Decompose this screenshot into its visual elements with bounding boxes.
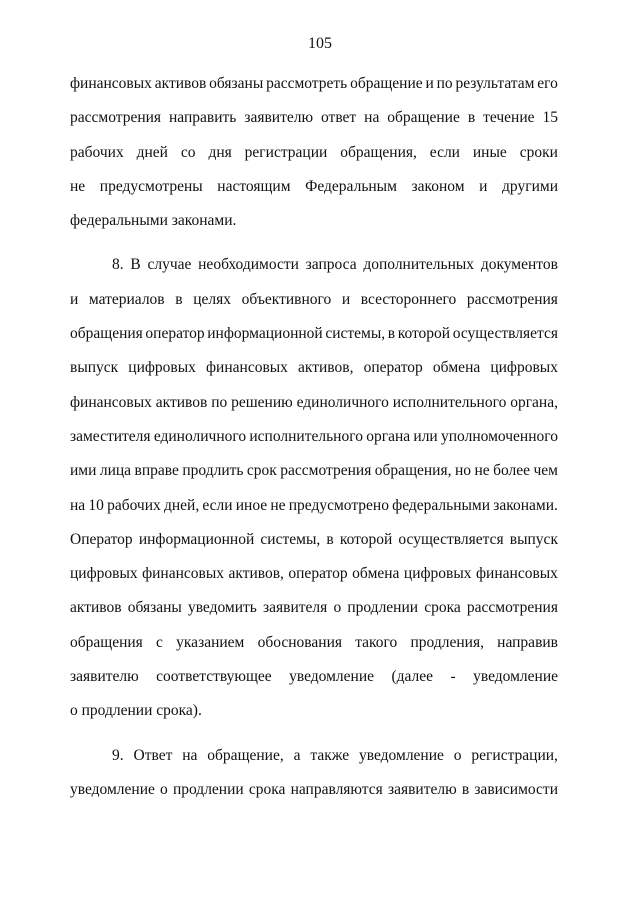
- word: иное: [235, 496, 268, 514]
- text-line: [70, 746, 558, 780]
- text-line: [70, 108, 558, 142]
- word: на: [364, 109, 380, 127]
- word: органа: [366, 427, 411, 445]
- word: обращение: [387, 109, 460, 127]
- word: продлении: [172, 780, 244, 798]
- word: уведомление: [473, 668, 558, 686]
- word: оператор: [145, 325, 205, 343]
- word: исполнительного: [249, 427, 363, 445]
- word: уведомление: [70, 780, 155, 798]
- word: или: [413, 427, 438, 445]
- word: его: [537, 75, 558, 92]
- word: чем: [533, 462, 558, 480]
- word: рабочих: [70, 143, 124, 161]
- word: заявителю: [387, 780, 457, 798]
- word: 9.: [112, 746, 124, 764]
- text-line: [70, 564, 558, 598]
- word: исполнительного: [392, 393, 507, 411]
- word: и: [341, 290, 351, 308]
- word: финансовых: [70, 393, 152, 411]
- text-line: [70, 780, 558, 814]
- word: Федеральным: [305, 177, 397, 195]
- word: регистрации: [244, 143, 328, 161]
- word: осуществляется: [452, 325, 558, 343]
- word: ими: [70, 462, 97, 480]
- word: уведомить: [187, 599, 257, 617]
- word: выпуск: [509, 530, 558, 548]
- word: рассмотрения: [70, 109, 162, 127]
- text-line: [70, 598, 558, 632]
- word: цифровых: [403, 565, 472, 583]
- word: 15: [542, 109, 558, 127]
- word: дней,: [163, 496, 200, 514]
- word: с: [156, 633, 163, 651]
- word: продлении: [347, 599, 419, 617]
- word: срока: [248, 780, 286, 798]
- word: осуществляется: [398, 530, 504, 548]
- word: в: [326, 530, 334, 548]
- word: дня: [208, 143, 232, 161]
- word: финансовых: [70, 75, 152, 92]
- word: по: [211, 393, 228, 411]
- word: направляются: [290, 780, 383, 798]
- word: обязаны: [127, 599, 182, 617]
- word: на: [182, 746, 198, 764]
- word: о: [453, 746, 462, 764]
- word: уполномоченного: [441, 427, 558, 445]
- word: обращения,: [374, 462, 452, 480]
- word: более: [493, 462, 531, 480]
- word: финансовых: [206, 359, 288, 377]
- word: срок: [246, 462, 277, 480]
- word: другими: [502, 177, 558, 195]
- text-line: [70, 358, 558, 392]
- text-line: [70, 633, 558, 667]
- word: заявителю: [244, 109, 314, 127]
- word: в: [387, 325, 396, 343]
- word: всестороннего: [360, 290, 457, 308]
- word: решению: [231, 393, 293, 411]
- word: о: [333, 599, 342, 617]
- word: и: [425, 75, 434, 92]
- word: обмена: [432, 359, 481, 377]
- word: обращения: [70, 633, 143, 651]
- word: которой: [339, 530, 393, 548]
- word: документов: [480, 256, 558, 274]
- word: органа,: [510, 393, 558, 411]
- text-line: [70, 530, 558, 564]
- word: обмена: [352, 565, 400, 583]
- paragraph-spacer: [70, 736, 558, 746]
- word: обращение: [350, 75, 423, 92]
- text-line: о продлении срока).: [70, 702, 202, 720]
- word: зависимости: [474, 780, 558, 798]
- word: активов: [154, 75, 207, 92]
- word: соответствующее: [156, 668, 272, 686]
- word: ответ: [321, 109, 357, 127]
- text-line: [70, 74, 558, 108]
- word: в: [461, 780, 470, 798]
- text-line: федеральными законами.: [70, 212, 237, 230]
- word: а: [293, 746, 301, 764]
- word: законами.: [493, 496, 558, 514]
- text-line: [70, 177, 558, 211]
- word: -: [450, 668, 456, 686]
- word: обращение,: [207, 746, 284, 764]
- word: по: [436, 75, 453, 92]
- word: не: [270, 496, 286, 514]
- word: если: [202, 496, 233, 514]
- word: в: [175, 290, 183, 308]
- word: не: [70, 177, 86, 195]
- word: в: [467, 109, 476, 127]
- word: активов: [155, 393, 208, 411]
- text-line: [70, 324, 558, 358]
- word: случае: [147, 256, 192, 274]
- word: не: [474, 462, 490, 480]
- word: цифровых: [128, 359, 196, 377]
- word: (далее: [391, 668, 434, 686]
- word: предусмотрено: [288, 496, 389, 514]
- word: на: [70, 496, 86, 514]
- word: выпуск: [70, 359, 119, 377]
- word: рассмотрения: [466, 599, 558, 617]
- word: 10: [88, 496, 104, 514]
- word: заявителя: [263, 599, 328, 617]
- word: обоснования: [257, 633, 342, 651]
- word: вправе: [134, 462, 179, 480]
- word: информационной: [138, 530, 255, 548]
- word: продлить: [182, 462, 244, 480]
- word: также: [310, 746, 350, 764]
- text-line: [70, 290, 558, 324]
- word: результатам: [455, 75, 535, 92]
- word: федеральными: [392, 496, 491, 514]
- word: объективного: [241, 290, 332, 308]
- word: финансовых: [476, 565, 558, 583]
- word: рассмотрения: [280, 462, 372, 480]
- word: и: [70, 290, 79, 308]
- text-line: [70, 461, 558, 495]
- word: единоличного: [296, 393, 389, 411]
- word: обязаны: [209, 75, 264, 92]
- word: активов,: [298, 359, 354, 377]
- paragraph-spacer: [70, 245, 558, 255]
- word: но: [454, 462, 471, 480]
- word: течение: [483, 109, 535, 127]
- word: сроки: [519, 143, 558, 161]
- word: регистрации,: [471, 746, 558, 764]
- text-line: [70, 393, 558, 427]
- word: цифровых: [70, 565, 138, 583]
- text-line: [70, 667, 558, 701]
- text-line: [70, 496, 558, 530]
- word: оператор: [288, 565, 348, 583]
- word: рассмотрения: [466, 290, 558, 308]
- word: о: [160, 780, 168, 798]
- word: заместителя: [70, 427, 151, 445]
- word: Оператор: [70, 530, 133, 548]
- word: заявителю: [70, 668, 139, 686]
- paragraph-p-9: [70, 746, 558, 815]
- word: дополнительных: [363, 256, 475, 274]
- word: продления,: [410, 633, 484, 651]
- word: рабочих: [107, 496, 161, 514]
- word: целях: [193, 290, 231, 308]
- word: В: [130, 256, 141, 274]
- word: если: [429, 143, 460, 161]
- paragraph-p-cont: [70, 74, 558, 245]
- word: рассмотреть: [266, 75, 348, 92]
- word: необходимости: [198, 256, 299, 274]
- word: такого: [355, 633, 398, 651]
- word: направить: [169, 109, 237, 127]
- word: обращения: [70, 325, 143, 343]
- word: запроса: [305, 256, 357, 274]
- word: уведомление: [359, 746, 444, 764]
- page-number: 105: [308, 35, 332, 52]
- word: лица: [99, 462, 132, 480]
- word: и: [479, 177, 488, 195]
- text-line: [70, 255, 558, 289]
- document-body: [70, 74, 558, 814]
- word: со: [180, 143, 196, 161]
- word: уведомление: [289, 668, 375, 686]
- word: срока: [424, 599, 461, 617]
- word: единоличного: [153, 427, 247, 445]
- word: предусмотрены: [99, 177, 203, 195]
- word: направив: [497, 633, 558, 651]
- word: активов,: [228, 565, 284, 583]
- word: указанием: [176, 633, 245, 651]
- word: финансовых: [142, 565, 225, 583]
- word: обращения,: [340, 143, 417, 161]
- word: оператор: [363, 359, 423, 377]
- word: настоящим: [217, 177, 291, 195]
- word: Ответ: [133, 746, 173, 764]
- word: системы,: [325, 325, 386, 343]
- word: материалов: [88, 290, 165, 308]
- text-line: [70, 427, 558, 461]
- word: иные: [472, 143, 507, 161]
- word: активов: [70, 599, 122, 617]
- word: информационной: [207, 325, 323, 343]
- word: законом: [411, 177, 465, 195]
- text-line: [70, 143, 558, 177]
- word: системы,: [260, 530, 321, 548]
- word: цифровых: [490, 359, 558, 377]
- word: дней: [136, 143, 168, 161]
- word: 8.: [112, 256, 124, 274]
- paragraph-p-8: [70, 255, 558, 735]
- word: которой: [397, 325, 451, 343]
